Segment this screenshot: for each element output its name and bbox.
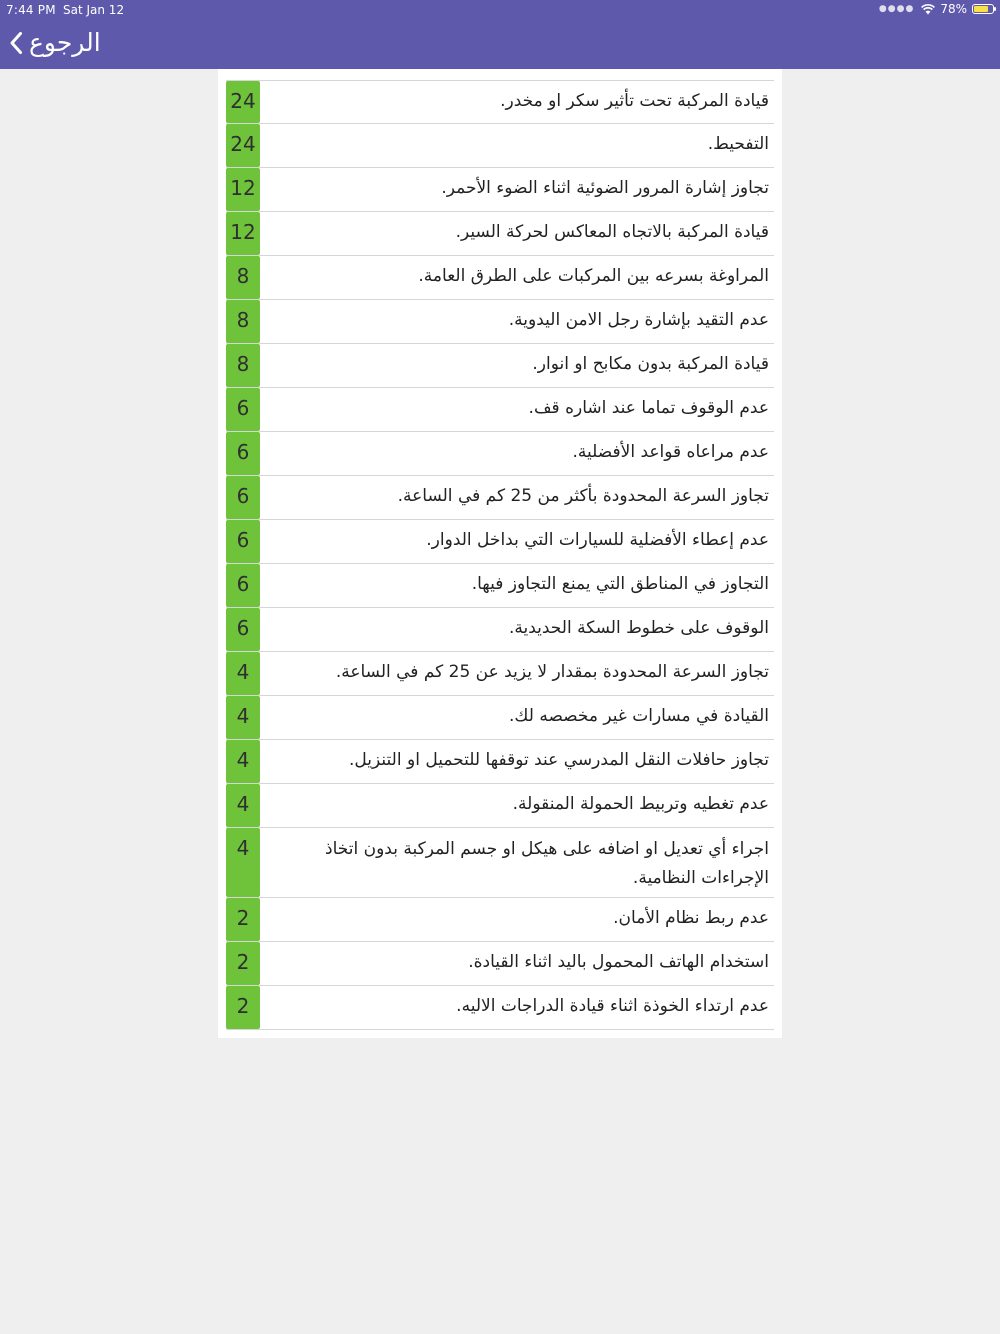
violation-text: عدم مراعاه قواعد الأفضلية. bbox=[572, 442, 769, 462]
violation-text: عدم تغطيه وتربيط الحمولة المنقولة. bbox=[512, 794, 769, 814]
violation-row bbox=[226, 124, 774, 168]
violation-row bbox=[226, 986, 774, 1030]
points-badge: 6 bbox=[226, 432, 260, 475]
violation-text: التفحيط. bbox=[707, 134, 769, 154]
points-badge: 4 bbox=[226, 784, 260, 827]
violation-row bbox=[226, 608, 774, 652]
cellular-signal-icon: ●●●● bbox=[878, 4, 915, 14]
violation-row bbox=[226, 344, 774, 388]
points-badge: 4 bbox=[226, 828, 260, 897]
violation-row bbox=[226, 256, 774, 300]
violation-text: المراوغة بسرعه بين المركبات على الطرق العامة. bbox=[418, 266, 769, 286]
violation-text: تجاوز السرعة المحدودة بأكثر من 25 كم في الساعة. bbox=[397, 486, 769, 506]
violation-row bbox=[226, 168, 774, 212]
points-badge: 6 bbox=[226, 476, 260, 519]
violation-text: تجاوز حافلات النقل المدرسي عند توقفها للتحميل او التنزيل. bbox=[349, 750, 769, 770]
battery-percent: 78% bbox=[940, 2, 967, 16]
violation-text: استخدام الهاتف المحمول باليد اثناء القيادة. bbox=[468, 952, 769, 972]
violation-text: تجاوز السرعة المحدودة بمقدار لا يزيد عن 25 كم في الساعة. bbox=[335, 662, 769, 682]
violation-row bbox=[226, 564, 774, 608]
violation-row bbox=[226, 784, 774, 828]
points-badge: 4 bbox=[226, 740, 260, 783]
violation-row bbox=[226, 828, 774, 898]
back-button[interactable] bbox=[9, 26, 101, 60]
status-date: Sat Jan 12 bbox=[63, 3, 125, 17]
violation-row bbox=[226, 652, 774, 696]
status-time: 7:44 PM bbox=[6, 3, 56, 17]
battery-icon bbox=[972, 4, 994, 14]
back-label: الرجوع bbox=[29, 28, 101, 57]
points-badge: 2 bbox=[226, 942, 260, 985]
points-badge: 24 bbox=[226, 124, 260, 167]
violation-text: عدم الوقوف تماما عند اشاره قف. bbox=[528, 398, 769, 418]
points-badge: 6 bbox=[226, 388, 260, 431]
violation-row bbox=[226, 740, 774, 784]
points-badge: 4 bbox=[226, 652, 260, 695]
points-badge: 2 bbox=[226, 898, 260, 941]
violation-text: اجراء أي تعديل او اضافه على هيكل او جسم المركبة بدون اتخاذ الإجراءات النظامية. bbox=[325, 839, 769, 888]
points-badge: 24 bbox=[226, 81, 260, 123]
violation-text: الوقوف على خطوط السكة الحديدية. bbox=[508, 618, 769, 638]
violation-text: تجاوز إشارة المرور الضوئية اثناء الضوء الأحمر. bbox=[441, 178, 769, 198]
violation-row bbox=[226, 898, 774, 942]
violation-row bbox=[226, 432, 774, 476]
points-badge: 12 bbox=[226, 168, 260, 211]
violation-row bbox=[226, 696, 774, 740]
wifi-icon bbox=[921, 4, 935, 15]
points-badge: 8 bbox=[226, 344, 260, 387]
points-badge: 8 bbox=[226, 256, 260, 299]
points-badge: 12 bbox=[226, 212, 260, 255]
violation-text: التجاوز في المناطق التي يمنع التجاوز فيها. bbox=[471, 574, 769, 594]
violation-row bbox=[226, 80, 774, 124]
violation-text: عدم التقيد بإشارة رجل الامن اليدوية. bbox=[508, 310, 769, 330]
violation-row bbox=[226, 388, 774, 432]
violation-text: قيادة المركبة بالاتجاه المعاكس لحركة السير. bbox=[455, 222, 769, 242]
violation-text: عدم إعطاء الأفضلية للسيارات التي بداخل الدوار. bbox=[426, 530, 769, 550]
violation-row bbox=[226, 520, 774, 564]
points-badge: 8 bbox=[226, 300, 260, 343]
points-badge: 6 bbox=[226, 608, 260, 651]
top-bar bbox=[0, 0, 1000, 69]
violation-row bbox=[226, 212, 774, 256]
points-badge: 6 bbox=[226, 564, 260, 607]
violation-text: عدم ربط نظام الأمان. bbox=[613, 908, 769, 928]
violation-text: قيادة المركبة تحت تأثير سكر او مخدر. bbox=[500, 91, 769, 111]
points-badge: 4 bbox=[226, 696, 260, 739]
points-badge: 2 bbox=[226, 986, 260, 1029]
violation-text: قيادة المركبة بدون مكابح او انوار. bbox=[532, 354, 769, 374]
battery-level-fill bbox=[974, 6, 988, 12]
points-badge: 6 bbox=[226, 520, 260, 563]
violations-list bbox=[226, 80, 774, 1030]
violation-row bbox=[226, 942, 774, 986]
violations-card bbox=[218, 69, 782, 1038]
violation-row bbox=[226, 300, 774, 344]
violation-text: القيادة في مسارات غير مخصصه لك. bbox=[509, 706, 769, 726]
violation-row bbox=[226, 476, 774, 520]
status-indicators bbox=[879, 2, 994, 16]
chevron-left-icon bbox=[9, 31, 23, 55]
violation-text: عدم ارتداء الخوذة اثناء قيادة الدراجات الاليه. bbox=[456, 996, 769, 1016]
